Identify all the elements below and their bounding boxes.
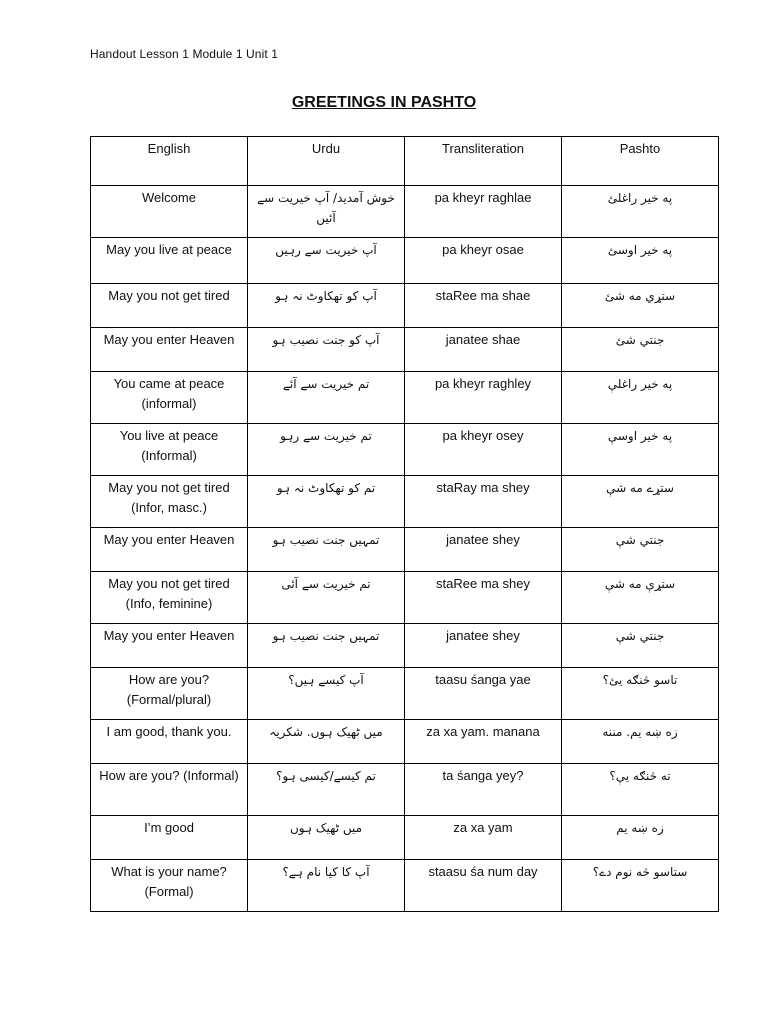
cell-transliteration: ta śanga yey? (405, 764, 562, 816)
cell-pashto: تاسو څنګه يئ؟ (562, 668, 719, 720)
cell-english: You live at peace (Informal) (91, 424, 248, 476)
table-header-row (91, 137, 719, 186)
cell-pashto: ستړې مه شې (562, 572, 719, 624)
cell-transliteration: pa kheyr osey (405, 424, 562, 476)
cell-english: How are you? (Formal/plural) (91, 668, 248, 720)
table-row (91, 476, 719, 528)
table-row (91, 372, 719, 424)
cell-transliteration: za xa yam (405, 816, 562, 860)
cell-urdu: تم کیسے/کیسی ہو؟ (248, 764, 405, 816)
document-title: GREETINGS IN PASHTO (291, 94, 477, 111)
cell-english: Welcome (91, 186, 248, 238)
table-row (91, 572, 719, 624)
cell-transliteration: staasu śa num day (405, 860, 562, 912)
cell-urdu: تم خیریت سے آئی (248, 572, 405, 624)
cell-pashto: ته څنګه يې؟ (562, 764, 719, 816)
cell-urdu: تمہیں جنت نصیب ہو (248, 528, 405, 572)
cell-english: May you enter Heaven (91, 328, 248, 372)
table-body (91, 186, 719, 912)
column-header-transliteration: Transliteration (405, 137, 562, 186)
table-row (91, 860, 719, 912)
cell-transliteration: pa kheyr osae (405, 238, 562, 284)
cell-english: You came at peace (informal) (91, 372, 248, 424)
table-row (91, 186, 719, 238)
cell-urdu: تم خیریت سے آئے (248, 372, 405, 424)
cell-english: I’m good (91, 816, 248, 860)
cell-pashto: ستړے مه شې (562, 476, 719, 528)
cell-transliteration: taasu śanga yae (405, 668, 562, 720)
table-row (91, 720, 719, 764)
cell-pashto: ستاسو څه نوم دے؟ (562, 860, 719, 912)
column-header-pashto: Pashto (562, 137, 719, 186)
cell-english: May you enter Heaven (91, 624, 248, 668)
cell-pashto: په خير راغلئ (562, 186, 719, 238)
cell-transliteration: staRee ma shae (405, 284, 562, 328)
table-row (91, 816, 719, 860)
table-row (91, 424, 719, 476)
cell-english: May you not get tired (91, 284, 248, 328)
cell-urdu: آپ خیریت سے رہیں (248, 238, 405, 284)
cell-pashto: جنتي شې (562, 624, 719, 668)
cell-pashto: ستړي مه شئ (562, 284, 719, 328)
cell-english: What is your name? (Formal) (91, 860, 248, 912)
cell-urdu: آپ کیسے ہیں؟ (248, 668, 405, 720)
cell-transliteration: pa kheyr raghley (405, 372, 562, 424)
cell-urdu: میں ٹھیک ہوں. شکریہ (248, 720, 405, 764)
document-header: Handout Lesson 1 Module 1 Unit 1 (90, 47, 278, 61)
cell-english: May you enter Heaven (91, 528, 248, 572)
cell-urdu: تم خیریت سے رہو (248, 424, 405, 476)
cell-pashto: جنتي شې (562, 528, 719, 572)
table-row (91, 624, 719, 668)
cell-urdu: آپ کو جنت نصیب ہو (248, 328, 405, 372)
cell-transliteration: pa kheyr raghlae (405, 186, 562, 238)
cell-english: May you not get tired (Infor, masc.) (91, 476, 248, 528)
table-row (91, 528, 719, 572)
cell-pashto: په خير اوسې (562, 424, 719, 476)
cell-transliteration: janatee shey (405, 528, 562, 572)
cell-transliteration: staRee ma shey (405, 572, 562, 624)
table-row (91, 328, 719, 372)
cell-urdu: تمہیں جنت نصیب ہو (248, 624, 405, 668)
table-row (91, 764, 719, 816)
greetings-table (90, 136, 719, 912)
table-row (91, 238, 719, 284)
cell-pashto: په خير اوسئ (562, 238, 719, 284)
cell-english: May you not get tired (Info, feminine) (91, 572, 248, 624)
cell-urdu: آپ کو تھکاوٹ نہ ہو (248, 284, 405, 328)
cell-english: How are you? (Informal) (91, 764, 248, 816)
cell-english: May you live at peace (91, 238, 248, 284)
cell-urdu: آپ کا کیا نام ہے؟ (248, 860, 405, 912)
cell-english: I am good, thank you. (91, 720, 248, 764)
cell-urdu: خوش آمدید/ آپ خیریت سے آئیں (248, 186, 405, 238)
cell-transliteration: za xa yam. manana (405, 720, 562, 764)
cell-transliteration: janatee shae (405, 328, 562, 372)
cell-pashto: زه ښه يم (562, 816, 719, 860)
column-header-urdu: Urdu (248, 137, 405, 186)
cell-urdu: تم کو تھکاوٹ نہ ہو (248, 476, 405, 528)
cell-transliteration: janatee shey (405, 624, 562, 668)
cell-pashto: زه ښه يم. مننه (562, 720, 719, 764)
column-header-english: English (91, 137, 248, 186)
cell-urdu: میں ٹھیک ہوں (248, 816, 405, 860)
cell-pashto: جنتي شئ (562, 328, 719, 372)
table-row (91, 284, 719, 328)
table-row (91, 668, 719, 720)
cell-transliteration: staRay ma shey (405, 476, 562, 528)
cell-pashto: په خير راغلې (562, 372, 719, 424)
